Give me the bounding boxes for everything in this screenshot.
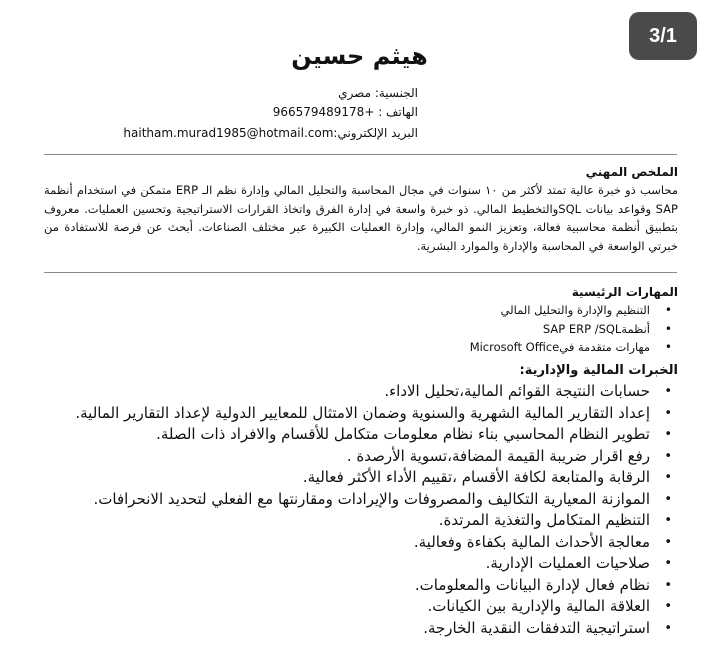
professional-summary-section xyxy=(44,163,678,255)
list-item: • التنظيم المتكامل والتغذية المرتدة. xyxy=(44,510,678,532)
list-item: • مهارات متقدمة فيMicrosoft Office xyxy=(44,338,678,357)
list-item: • أنظمةSAP ERP /SQL xyxy=(44,320,678,339)
page-indicator-badge: 3/1 xyxy=(629,12,697,60)
list-item: • الموازنة المعيارية التكاليف والمصروفات والإيرادات ومقارنتها مع الفعلي لتحديد الانحرافات. xyxy=(44,489,678,511)
summary-title: الملخص المهني xyxy=(585,165,678,179)
summary-divider xyxy=(44,272,677,273)
list-item: • صلاحيات العمليات الإدارية. xyxy=(44,553,678,575)
list-item: • رفع اقرار ضريبة القيمة المضافة،تسوية الأرصدة . xyxy=(44,446,678,468)
key-skills-section xyxy=(44,283,678,357)
skills-title: المهارات الرئيسية xyxy=(571,285,678,299)
list-item: • تطوير النظام المحاسبي بناء نظام معلومات متكامل للأقسام والافراد ذات الصلة. xyxy=(44,424,678,446)
contact-info xyxy=(123,84,418,140)
experience-list xyxy=(44,381,678,639)
list-item: • معالجة الأحداث المالية بكفاءة وفعالية. xyxy=(44,532,678,554)
email-address: البريد الإلكتروني:haitham.murad1985@hotmail.com xyxy=(123,126,418,140)
phone-number: الهاتف : +966579489178 xyxy=(272,105,418,119)
summary-body: محاسب ذو خبرة عالية تمتد لأكثر من ١٠ سنوات في مجال المحاسبة والتحليل المالي وإدارة نظم الـ ERP متمكن في استخدام أنظمة SAP وقواعد بيانات SQLوالتخطيط المالي. ذو خبرة واسعة في إدارة الفرق واتخاذ القرارات الاستراتيجية وتحسين العمليات. معروف بتطبيق أنظمة محاسبية فعالة، وتعزيز النمو المالي، وإدارة العمليات الكبيرة عبر مختلف الصناعات. أبحث عن فرصة للاستفادة من خبرتي الواسعة في المحاسبة والإدارة والموارد البشرية. xyxy=(44,183,678,253)
nationality: الجنسية: مصري xyxy=(338,86,418,100)
list-item: • التنظيم والإدارة والتحليل المالي xyxy=(44,301,678,320)
skills-list xyxy=(44,301,678,357)
header-divider xyxy=(44,154,677,155)
experience-section xyxy=(44,361,678,639)
list-item: • استراتيجية التدفقات النقدية الخارجة. xyxy=(44,618,678,640)
list-item: • إعداد التقارير المالية الشهرية والسنوية وضمان الامتثال للمعايير الدولية لإعداد التقارير المالية. xyxy=(44,403,678,425)
list-item: • العلاقة المالية والإدارية بين الكيانات. xyxy=(44,596,678,618)
list-item: • الرقابة والمتابعة لكافة الأقسام ،تقييم الأداء الأكثر فعالية. xyxy=(44,467,678,489)
list-item: • نظام فعال لإدارة البيانات والمعلومات. xyxy=(44,575,678,597)
resume-header xyxy=(0,42,719,70)
candidate-name: هيثم حسين xyxy=(291,42,428,70)
experience-title: الخبرات المالية والإدارية: xyxy=(519,363,678,378)
list-item: • حسابات النتيجة القوائم المالية،تحليل الاداء. xyxy=(44,381,678,403)
